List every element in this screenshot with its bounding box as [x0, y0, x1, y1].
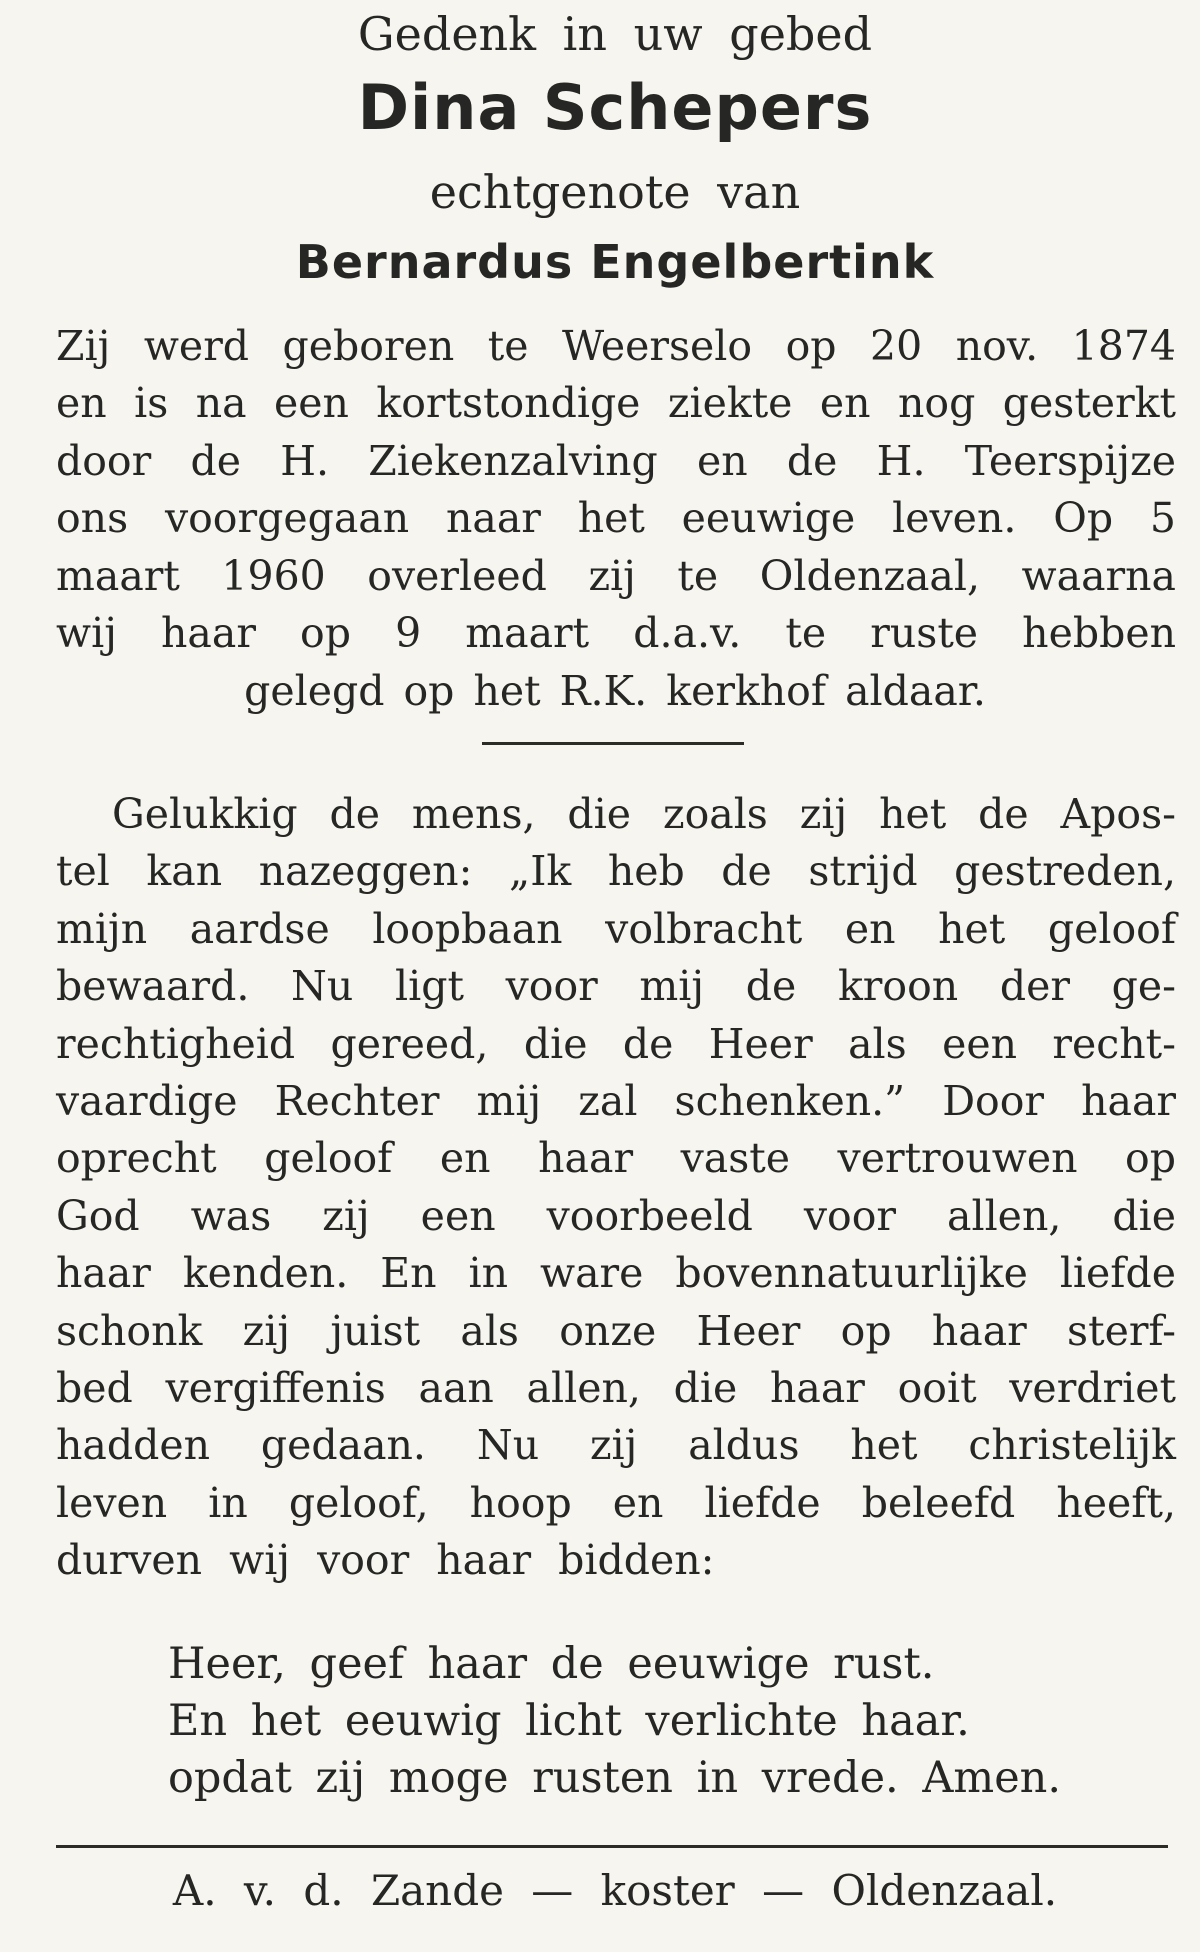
closing-prayer: [168, 1636, 1061, 1807]
reflection-line: oprecht geloof en haar vaste vertrouwen op: [56, 1134, 1176, 1183]
reflection-line: vaardige Rechter mij zal schenken.” Door haar: [56, 1077, 1176, 1126]
biography-line: wij haar op 9 maart d.a.v. te ruste hebben: [56, 609, 1176, 658]
reflection-paragraph: [56, 786, 1176, 1590]
closing-prayer-line: opdat zij moge rusten in vrede. Amen.: [168, 1753, 1061, 1803]
reflection-line: Gelukkig de mens, die zoals zij het de Apos-: [112, 790, 1176, 838]
spouse-relation: echtgenote van: [429, 165, 801, 219]
biography-last-line: gelegd op het R.K. kerkhof aldaar.: [244, 667, 986, 715]
biography-line: en is na een kortstondige ziekte en nog gesterkt: [56, 379, 1176, 428]
reflection-line: leven in geloof, hoop en liefde beleefd heeft,: [56, 1478, 1176, 1527]
closing-prayer-line: Heer, geef haar de eeuwige rust.: [168, 1639, 935, 1689]
reflection-line: schonk zij juist als onze Heer op haar sterf-: [56, 1306, 1176, 1355]
prayer-intro: Gedenk in uw gebed: [357, 7, 873, 61]
reflection-line: hadden gedaan. Nu zij aldus het christelijk: [56, 1421, 1176, 1470]
reflection-line: rechtigheid gereed, die de Heer als een recht-: [56, 1019, 1176, 1068]
footer-divider: [56, 1845, 1168, 1848]
reflection-line: durven wij voor haar bidden:: [56, 1536, 715, 1585]
biography-line: Zij werd geboren te Weerselo op 20 nov. 1874: [56, 322, 1176, 370]
biography-paragraph: [56, 318, 1176, 662]
biography-line: maart 1960 overleed zij te Oldenzaal, waarna: [56, 551, 1176, 600]
closing-prayer-line: En het eeuwig licht verlichte haar.: [168, 1696, 970, 1746]
reflection-line: mijn aardse loopbaan volbracht en het geloof: [56, 904, 1176, 953]
reflection-line: bed vergiffenis aan allen, die haar ooit verdriet: [56, 1364, 1176, 1413]
reflection-line: God was zij een voorbeeld voor allen, die: [56, 1191, 1176, 1240]
biography-line: door de H. Ziekenzalving en de H. Teerspijze: [56, 436, 1176, 485]
reflection-line: haar kenden. En in ware bovennatuurlijke liefde: [56, 1249, 1176, 1298]
reflection-line: bewaard. Nu ligt voor mij de kroon der ge-: [56, 962, 1176, 1011]
deceased-name: Dina Schepers: [357, 71, 873, 144]
printer-credit: A. v. d. Zande — koster — Oldenzaal.: [172, 1866, 1058, 1915]
section-divider: [482, 742, 744, 745]
biography-line: ons voorgegaan naar het eeuwige leven. Op 5: [56, 494, 1176, 543]
spouse-name: Bernardus Engelbertink: [295, 235, 935, 289]
reflection-line: tel kan nazeggen: „Ik heb de strijd gestreden,: [56, 847, 1176, 896]
